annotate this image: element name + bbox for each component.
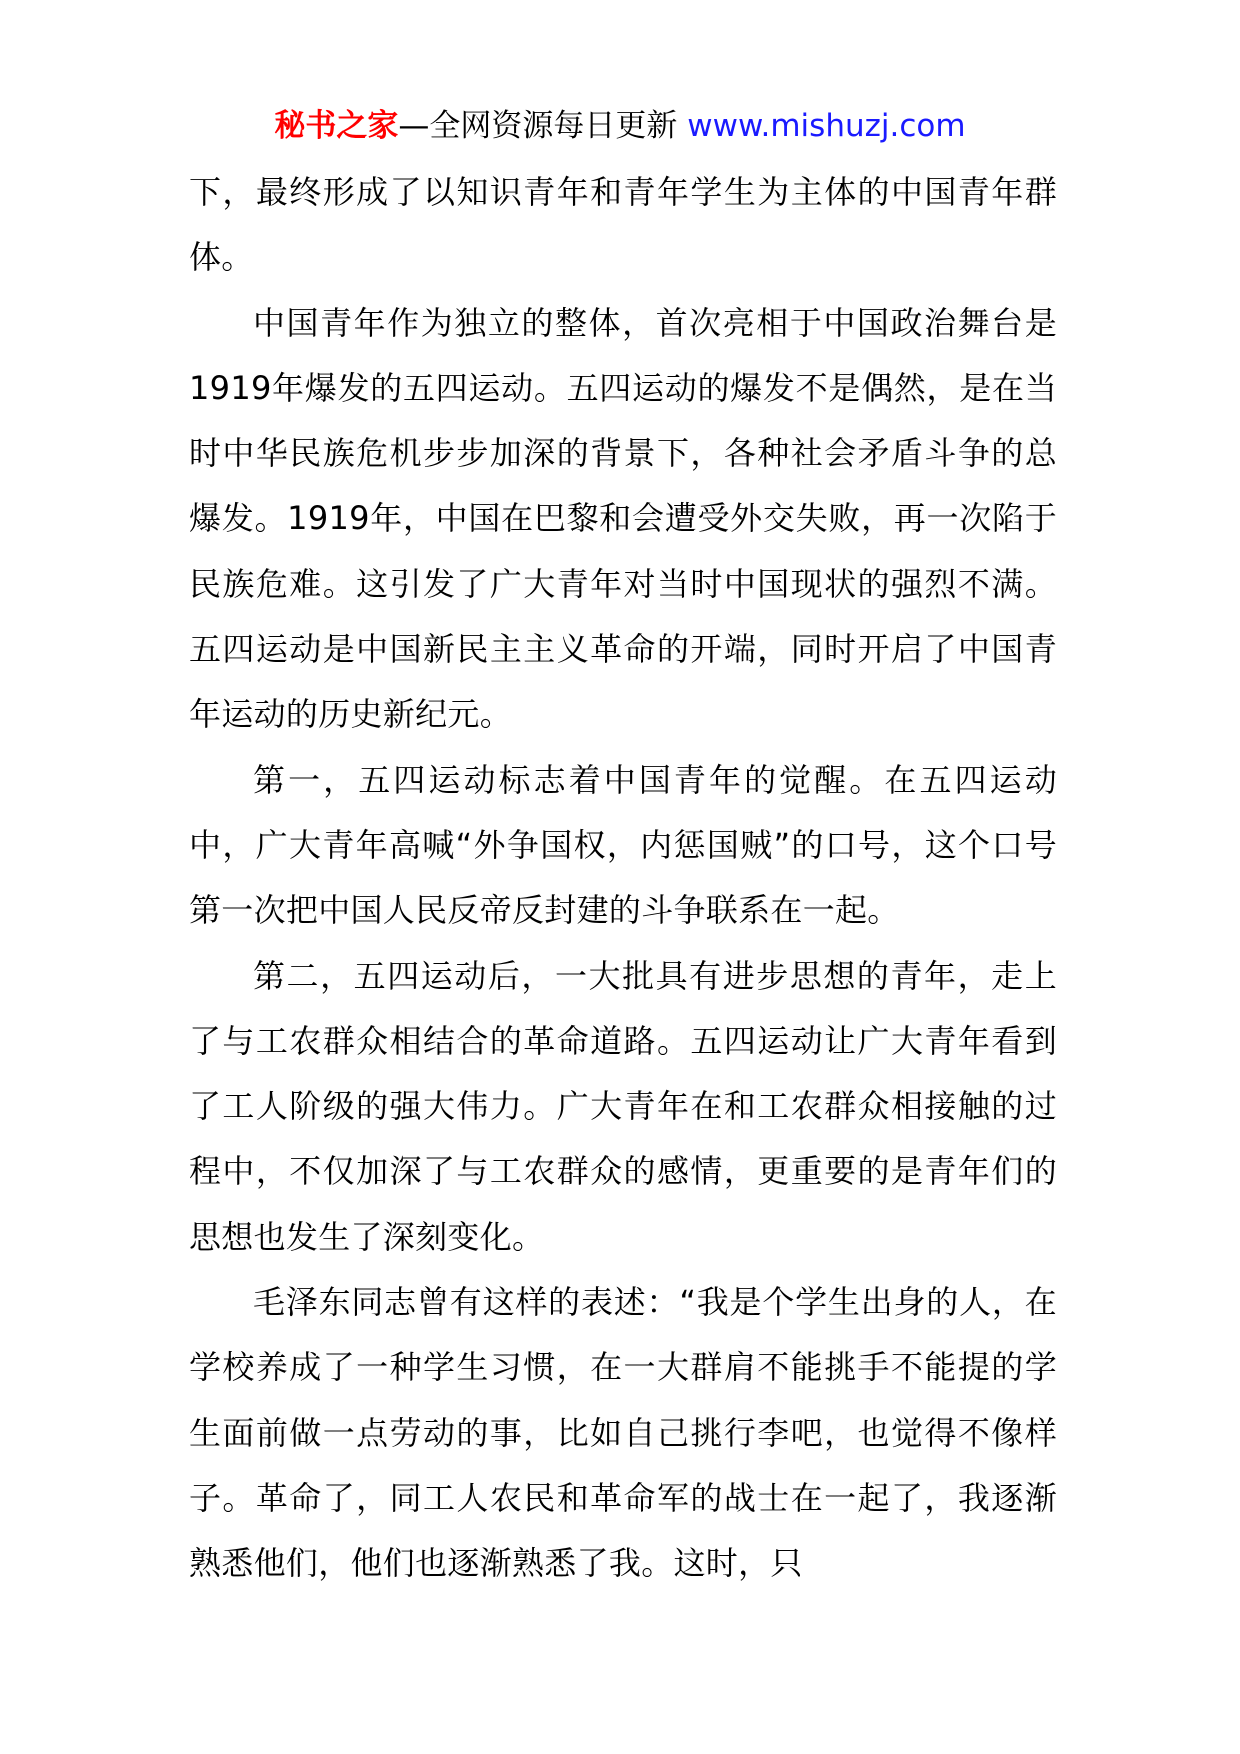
paragraph: 毛泽东同志曾有这样的表述：“我是个学生出身的人，在学校养成了一种学生习惯，在一大群肩不能挑手不能提的学生面前做一点劳动的事，比如自己挑行李吧，也觉得不像样子。革命了，同工人农民和革命军的战士在一起了，我逐渐熟悉他们，他们也逐渐熟悉了我。这时，只	[189, 1283, 1057, 1583]
header-url-link[interactable]: www.mishuzj.com	[687, 108, 966, 144]
paragraph: 第二，五四运动后，一大批具有进步思想的青年，走上了与工农群众相结合的革命道路。五四运动让广大青年看到了工人阶级的强大伟力。广大青年在和工农群众相接触的过程中，不仅加深了与工农群众的感情，更重要的是青年们的思想也发生了深刻变化。	[189, 956, 1057, 1256]
header-slogan: —全网资源每日更新	[398, 108, 678, 144]
paragraph: 中国青年作为独立的整体，首次亮相于中国政治舞台是1919年爆发的五四运动。五四运动的爆发不是偶然，是在当时中华民族危机步步加深的背景下，各种社会矛盾斗争的总爆发。1919年，中国在巴黎和会遭受外交失败，再一次陷于民族危难。这引发了广大青年对当时中国现状的强烈不满。五四运动是中国新民主主义革命的开端，同时开启了中国青年运动的历史新纪元。	[189, 303, 1057, 734]
header-brand: 秘书之家	[274, 108, 399, 144]
document-body	[189, 160, 1057, 1597]
paragraph: 第一，五四运动标志着中国青年的觉醒。在五四运动中，广大青年高喊“外争国权，内惩国贼”的口号，这个口号第一次把中国人民反帝反封建的斗争联系在一起。	[189, 760, 1057, 930]
page-header	[0, 98, 1240, 154]
paragraph-continued: 下，最终形成了以知识青年和青年学生为主体的中国青年群体。	[189, 173, 1057, 277]
